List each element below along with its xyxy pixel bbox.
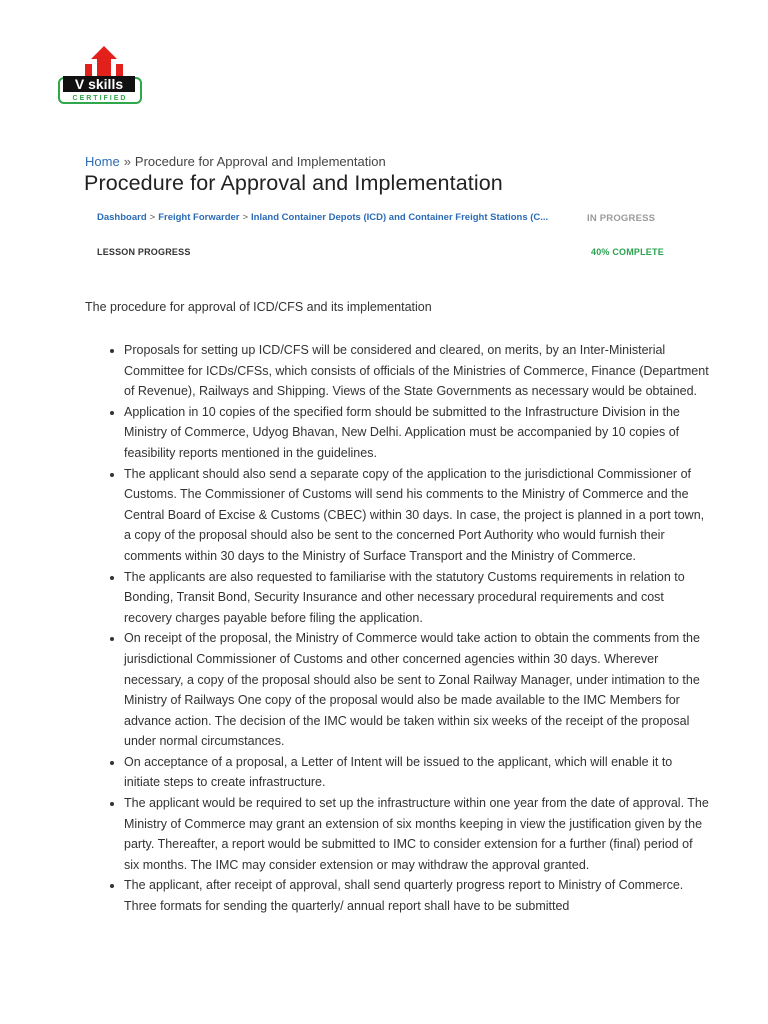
list-item: • Proposals for setting up ICD/CFS will be considered and cleared, on merits, by an Inter-Ministerial Committee for ICDs/CFSs, which consists of officials of the Ministries of Commerce, Finance (Department of Revenue), Railways and Shipping. Views of the State Governments as necessary would be obtained.	[124, 340, 710, 402]
logo-subtext: CERTIFIED	[72, 95, 128, 102]
lesson-status-badge: IN PROGRESS	[587, 213, 656, 224]
list-item: • On receipt of the proposal, the Ministry of Commerce would take action to obtain the comments from the jurisdictional Commissioner of Customs and other concerned agencies within 30 days. Wherever necessary, a copy of the proposal should also be sent to Zonal Railway Manager, under intimation to the Ministry of Railways One copy of the proposal would also be made available to the IMC Members for advance action. The decision of the IMC would be taken within six weeks of the receipt of the proposal under normal circumstances.	[124, 628, 710, 752]
logo-arrow-icon	[91, 46, 117, 76]
course-breadcrumb	[97, 212, 567, 223]
breadcrumb-current: Procedure for Approval and Implementation	[134, 154, 386, 169]
breadcrumb	[85, 154, 386, 169]
logo-text: V skills	[74, 76, 124, 92]
procedure-list	[104, 340, 710, 917]
list-item: • The applicant, after receipt of approval, shall send quarterly progress report to Ministry of Commerce. Three formats for sending the quarterly/ annual report shall have to be submitted	[124, 875, 710, 916]
lesson-progress-value: 40% COMPLETE	[591, 247, 664, 257]
course-crumb-course[interactable]: Freight Forwarder	[158, 212, 240, 223]
list-item: • The applicants are also requested to familiarise with the statutory Customs requirements in relation to Bonding, Transit Bond, Security Insurance and other necessary procedural requirements and cost recovery charges payable before filing the application.	[124, 567, 710, 629]
vskills-logo[interactable]	[57, 46, 145, 106]
breadcrumb-separator: »	[123, 154, 131, 169]
list-item: • The applicant would be required to set up the infrastructure within one year from the date of approval. The Ministry of Commerce may grant an extension of six months keeping in view the justification given by the party. Thereafter, a report would be submitted to IMC to consider extension for a further (final) period of six months. The IMC may consider extension or may withdraw the approval granted.	[124, 793, 710, 875]
page-title: Procedure for Approval and Implementation	[84, 171, 503, 195]
lesson-progress-label: LESSON PROGRESS	[97, 247, 191, 257]
course-crumb-lesson[interactable]: Inland Container Depots (ICD) and Container Freight Stations (C...	[251, 212, 549, 223]
course-crumb-separator: >	[149, 212, 156, 223]
content-intro: The procedure for approval of ICD/CFS and its implementation	[85, 300, 432, 314]
list-item: • The applicant should also send a separate copy of the application to the jurisdictional Commissioner of Customs. The Commissioner of Customs will send his comments to the Ministry of Commerce and the Central Board of Excise & Customs (CBEC) within 30 days. In case, the project is planned in a port town, a copy of the proposal should also be sent to the concerned Port Authority who would furnish their comments within 30 days to the Ministry of Surface Transport and the Ministry of Commerce.	[124, 464, 710, 567]
list-item: • Application in 10 copies of the specified form should be submitted to the Infrastructure Division in the Ministry of Commerce, Udyog Bhavan, New Delhi. Application must be accompanied by 10 copies of feasibility reports mentioned in the guidelines.	[124, 402, 710, 464]
breadcrumb-home-link[interactable]: Home	[85, 154, 120, 169]
list-item: • On acceptance of a proposal, a Letter of Intent will be issued to the applicant, which will enable it to initiate steps to create infrastructure.	[124, 752, 710, 793]
course-crumb-separator: >	[242, 212, 249, 223]
course-crumb-dashboard[interactable]: Dashboard	[97, 212, 147, 223]
